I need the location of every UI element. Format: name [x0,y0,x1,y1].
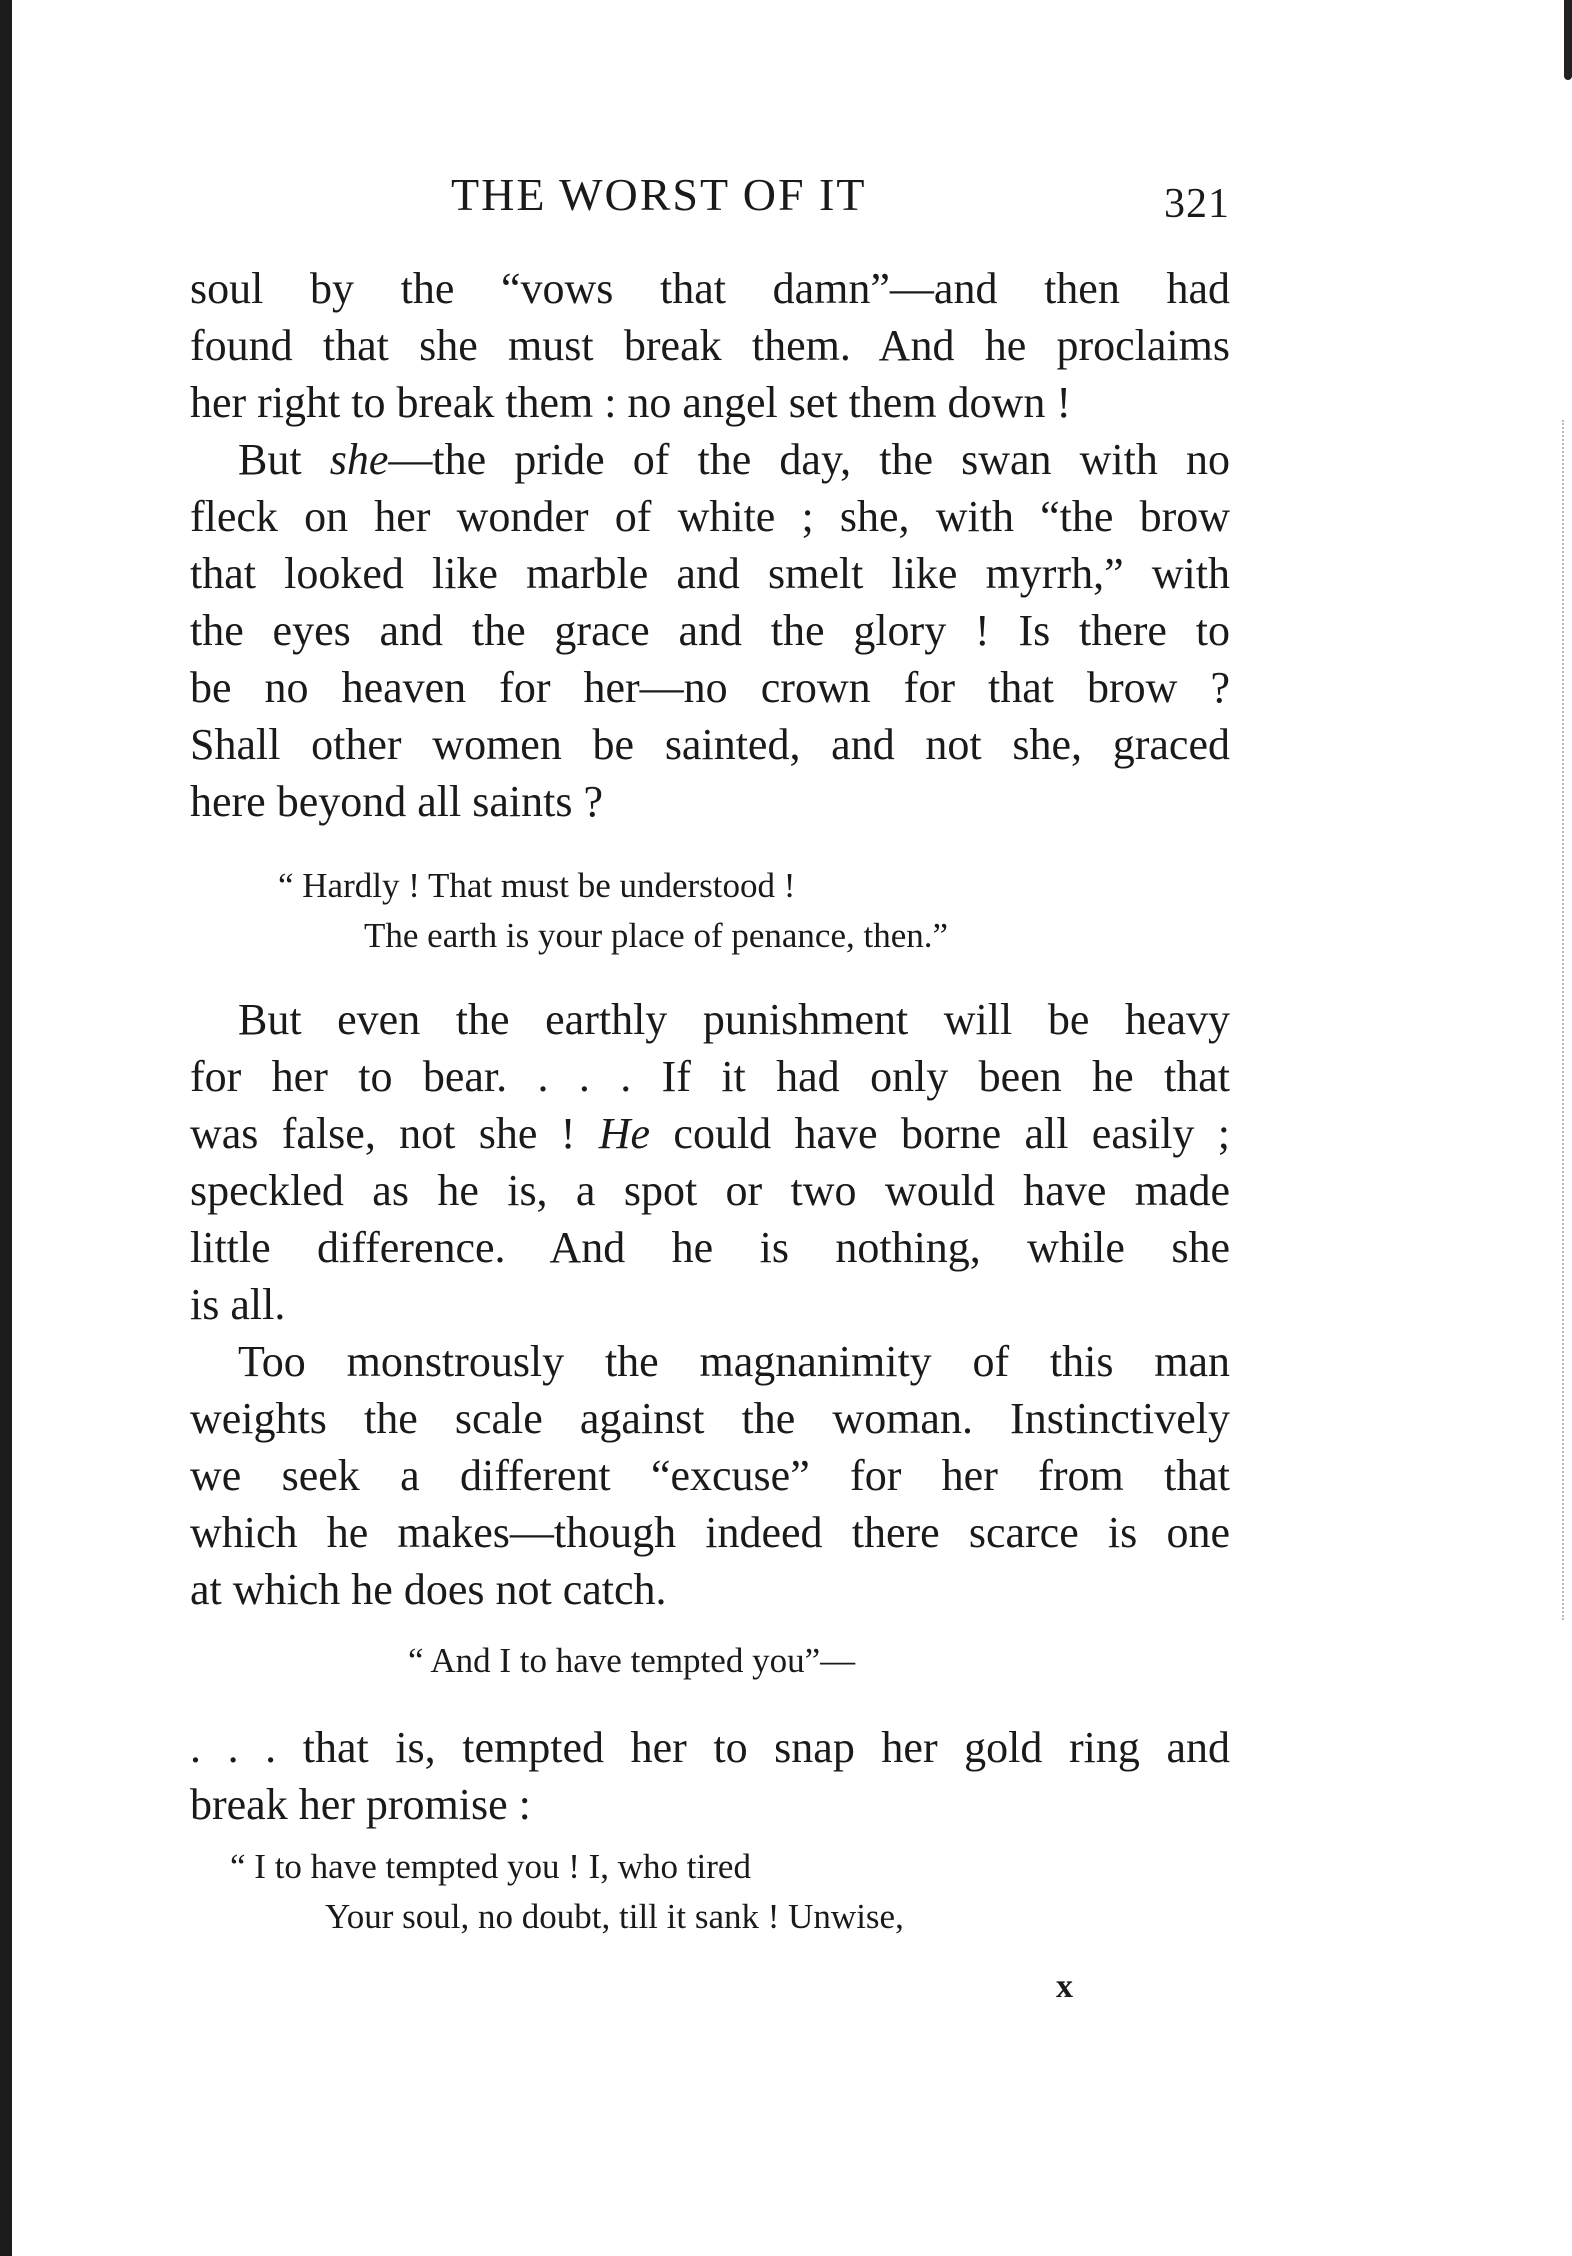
verse-quote-1 [278,861,948,961]
text-line: found that she must break them. And he proclaims [190,321,1230,370]
emphasis-she: she [329,435,389,484]
verse-line: Your soul, no doubt, till it sank ! Unwise, [325,1897,904,1936]
text-line: weights the scale against the woman. Instinctively [190,1394,1230,1443]
verse-quote-3 [230,1842,904,1942]
text-line: Too monstrously the magnanimity of this man [238,1337,1230,1386]
paragraph-1 [190,260,1230,431]
page-number: 321 [1164,181,1230,227]
text-line: little difference. And he is nothing, while she [190,1223,1230,1272]
verse-line: “ And I to have tempted you”— [408,1641,856,1680]
text-line: . . . that is, tempted her to snap her gold ring and [190,1723,1230,1772]
verse-line: The earth is your place of penance, then.” [364,916,949,955]
running-title: THE WORST OF IT [451,169,867,220]
scan-right-ticks [1562,420,1566,1620]
text-line: her right to break them : no angel set them down ! [190,378,1071,427]
text-line: break her promise : [190,1780,531,1829]
text-line: for her to bear. . . . If it had only been he that [190,1052,1230,1101]
text-line: that looked like marble and smelt like myrrh,” with [190,549,1230,598]
text-line: be no heaven for her—no crown for that brow ? [190,663,1230,712]
signature-mark: x [1056,1968,1073,2005]
text-line: fleck on her wonder of white ; she, with “the brow [190,492,1230,541]
page-header [190,168,1230,228]
text-line: at which he does not catch. [190,1565,667,1614]
text-line: is all. [190,1280,286,1329]
text-line: speckled as he is, a spot or two would have made [190,1166,1230,1215]
paragraph-5 [190,1719,1230,1833]
scan-left-edge [0,0,12,2256]
text-line: the eyes and the grace and the glory ! Is there to [190,606,1230,655]
text-line: we seek a different “excuse” for her from that [190,1451,1230,1500]
text-line: But she—the pride of the day, the swan with no [238,435,1230,484]
paragraph-2 [190,431,1230,830]
text-line: Shall other women be sainted, and not she, graced [190,720,1230,769]
text-line: But even the earthly punishment will be heavy [238,995,1230,1044]
verse-line: “ I to have tempted you ! I, who tired [230,1847,751,1886]
verse-quote-2 [408,1636,855,1686]
scan-right-mark [1564,0,1572,80]
text-line: which he makes—though indeed there scarce is one [190,1508,1230,1557]
text-line: was false, not she ! He could have borne all easily ; [190,1109,1231,1158]
emphasis-he: He [598,1109,651,1158]
paragraph-4 [190,1333,1230,1618]
paragraph-3 [190,991,1230,1333]
text-line: soul by the “vows that damn”—and then had [190,264,1230,313]
text-line: here beyond all saints ? [190,777,603,826]
verse-line: “ Hardly ! That must be understood ! [278,866,796,905]
